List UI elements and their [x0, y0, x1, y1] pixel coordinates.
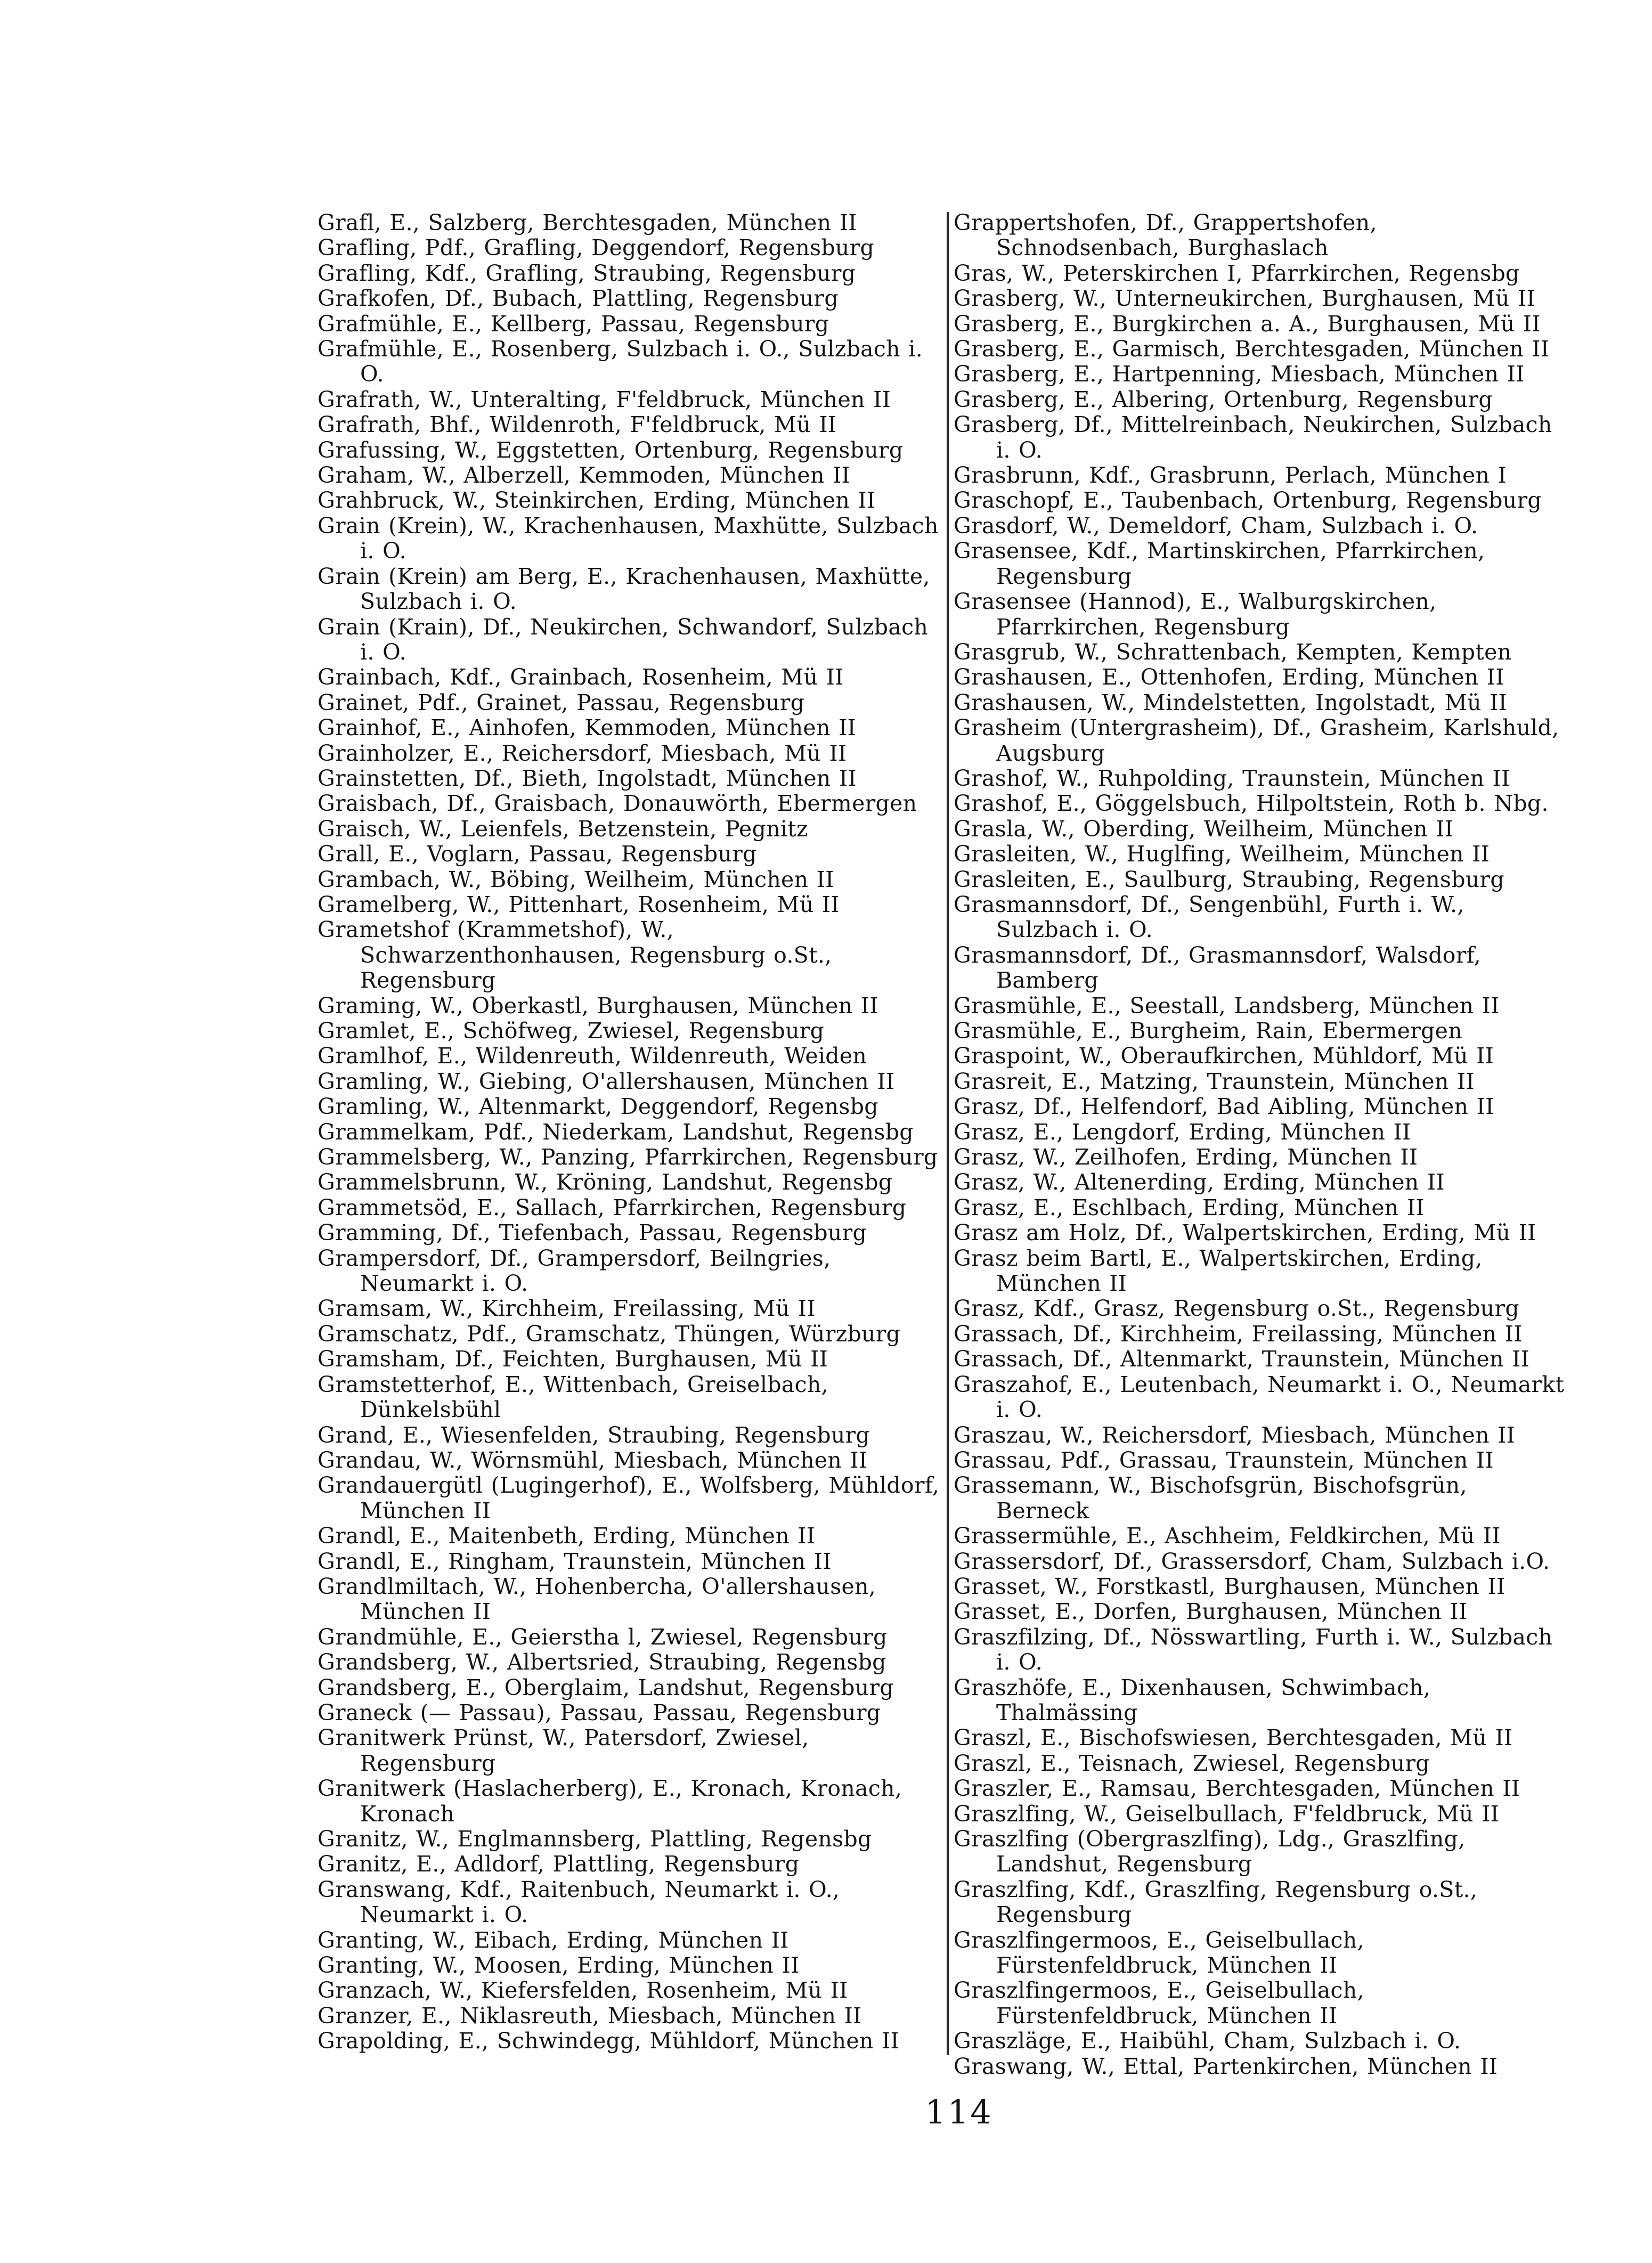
gazetteer-entry: Graszfilzing, Df., Nösswartling, Furth i. W., Sulzbach i. O. [954, 1624, 1553, 1675]
gazetteer-entry: Granitwerk (Haslacherberg), E., Kronach, Kronach, Kronach [318, 1776, 902, 1827]
gazetteer-entry: Graschopf, E., Taubenbach, Ortenburg, Regensburg [954, 487, 1542, 514]
gazetteer-entry: Grapolding, E., Schwindegg, Mühldorf, München II [318, 2028, 899, 2054]
gazetteer-entry: Grafling, Pdf., Grafling, Deggendorf, Regensburg [318, 235, 875, 261]
gazetteer-entry: Granitwerk Prünst, W., Patersdorf, Zwiesel, Regensburg [318, 1725, 809, 1776]
gazetteer-entry: Gramlet, E., Schöfweg, Zwiesel, Regensburg [318, 1018, 825, 1044]
gazetteer-entry: Graszläge, E., Haibühl, Cham, Sulzbach i. O. [954, 2028, 1461, 2054]
gazetteer-entry: Graming, W., Oberkastl, Burghausen, München II [318, 992, 878, 1019]
gazetteer-entry: Graspoint, W., Oberaufkirchen, Mühldorf, Mü II [954, 1043, 1494, 1069]
gazetteer-entry: Grasset, W., Forstkastl, Burghausen, München II [954, 1573, 1505, 1599]
gazetteer-entry: Grampersdorf, Df., Grampersdorf, Beilngries, Neumarkt i. O. [318, 1245, 831, 1297]
gazetteer-entry: Grashof, W., Ruhpolding, Traunstein, München II [954, 765, 1510, 791]
gazetteer-entry: Grassach, Df., Altenmarkt, Traunstein, München II [954, 1346, 1530, 1372]
gazetteer-entry: Grain (Krein), W., Krachenhausen, Maxhütte, Sulzbach i. O. [318, 512, 939, 564]
gazetteer-entry: Grassau, Pdf., Grassau, Traunstein, München II [954, 1447, 1494, 1473]
gazetteer-entry: Grashof, E., Göggelsbuch, Hilpoltstein, Roth b. Nbg. [954, 791, 1549, 817]
gazetteer-entry: Grandsberg, E., Oberglaim, Landshut, Regensburg [318, 1674, 894, 1700]
gazetteer-entry: Grainhof, E., Ainhofen, Kemmoden, München II [318, 715, 857, 741]
gazetteer-entry: Grammelsberg, W., Panzing, Pfarrkirchen, Regensburg [318, 1144, 938, 1170]
left-column [318, 210, 942, 2054]
gazetteer-entry: Grandmühle, E., Geierstha l, Zwiesel, Regensburg [318, 1624, 888, 1650]
gazetteer-entry: Grain (Krein) am Berg, E., Krachenhausen, Maxhütte, Sulzbach i. O. [318, 563, 930, 615]
gazetteer-entry: Gramming, Df., Tiefenbach, Passau, Regensburg [318, 1220, 867, 1246]
gazetteer-entry: Graszlfingermoos, E., Geiselbullach, Fürstenfeldbruck, München II [954, 1927, 1364, 1979]
gazetteer-entry: Grahbruck, W., Steinkirchen, Erding, München II [318, 487, 876, 514]
gazetteer-entry: Grammelkam, Pdf., Niederkam, Landshut, Regensbg [318, 1119, 914, 1145]
gazetteer-entry: Graszl, E., Teisnach, Zwiesel, Regensburg [954, 1750, 1430, 1776]
gazetteer-entry: Grainbach, Kdf., Grainbach, Rosenheim, Mü II [318, 664, 844, 690]
gazetteer-entry: Grasmannsdorf, Df., Sengenbühl, Furth i. W., Sulzbach i. O. [954, 891, 1464, 943]
gazetteer-entry: Graszau, W., Reichersdorf, Miesbach, München II [954, 1422, 1516, 1448]
gazetteer-entry: Grainstetten, Df., Bieth, Ingolstadt, München II [318, 765, 857, 791]
gazetteer-entry: Graisbach, Df., Graisbach, Donauwörth, Ebermergen [318, 791, 917, 817]
gazetteer-entry: Granswang, Kdf., Raitenbuch, Neumarkt i. O., Neumarkt i. O. [318, 1876, 840, 1928]
gazetteer-entry: Gramsam, W., Kirchheim, Freilassing, Mü II [318, 1296, 816, 1322]
gazetteer-entry: Grafrath, W., Unteralting, F'feldbruck, München II [318, 386, 891, 412]
gazetteer-entry: Grassersdorf, Df., Grassersdorf, Cham, Sulzbach i.O. [954, 1548, 1550, 1574]
gazetteer-entry: Grametshof (Krammetshof), W., Schwarzenthonhausen, Regensburg o.St., Regensburg [318, 917, 832, 994]
gazetteer-entry: Grandl, E., Ringham, Traunstein, München II [318, 1548, 832, 1574]
gazetteer-entry: Granitz, W., Englmannsberg, Plattling, Regensbg [318, 1826, 872, 1852]
gazetteer-entry: Grammetsöd, E., Sallach, Pfarrkirchen, Regensburg [318, 1194, 907, 1220]
gazetteer-entry: Grasdorf, W., Demeldorf, Cham, Sulzbach i. O. [954, 512, 1478, 539]
gazetteer-entry: Grasberg, Df., Mittelreinbach, Neukirchen, Sulzbach i. O. [954, 412, 1552, 463]
gazetteer-entry: Graszahof, E., Leutenbach, Neumarkt i. O., Neumarkt i. O. [954, 1371, 1565, 1423]
gazetteer-entry: Grall, E., Voglarn, Passau, Regensburg [318, 841, 757, 867]
gazetteer-entry: Grafrath, Bhf., Wildenroth, F'feldbruck, Mü II [318, 412, 837, 438]
gazetteer-entry: Graszhöfe, E., Dixenhausen, Schwimbach, Thalmässing [954, 1674, 1431, 1725]
gazetteer-entry: Granting, W., Moosen, Erding, München II [318, 1952, 800, 1979]
gazetteer-entry: Gramlhof, E., Wildenreuth, Wildenreuth, Weiden [318, 1043, 867, 1069]
gazetteer-entry: Grassach, Df., Kirchheim, Freilassing, München II [954, 1321, 1523, 1347]
column-divider [947, 212, 949, 2055]
gazetteer-entry: Grasheim (Untergrasheim), Df., Grasheim, Karlshuld, Augsburg [954, 715, 1559, 766]
gazetteer-entry: Grasla, W., Oberding, Weilheim, München II [954, 816, 1454, 842]
gazetteer-entry: Graszler, E., Ramsau, Berchtesgaden, München II [954, 1776, 1520, 1802]
gazetteer-entry: Graisch, W., Leienfels, Betzenstein, Pegnitz [318, 816, 808, 842]
page-number: 114 [925, 2093, 993, 2131]
gazetteer-entry: Grainet, Pdf., Grainet, Passau, Regensburg [318, 689, 805, 715]
gazetteer-entry: Grasz, W., Zeilhofen, Erding, München II [954, 1144, 1418, 1170]
gazetteer-entry: Grasreit, E., Matzing, Traunstein, München II [954, 1068, 1475, 1094]
gazetteer-entry: Grasberg, E., Albering, Ortenburg, Regensburg [954, 386, 1493, 412]
gazetteer-entry: Graszlfing, W., Geiselbullach, F'feldbruck, Mü II [954, 1801, 1500, 1827]
gazetteer-entry: Grandl, E., Maitenbeth, Erding, München II [318, 1523, 816, 1549]
gazetteer-entry: Gramschatz, Pdf., Gramschatz, Thüngen, Würzburg [318, 1321, 901, 1347]
gazetteer-entry: Grasz, Kdf., Grasz, Regensburg o.St., Regensburg [954, 1296, 1519, 1322]
gazetteer-entry: Grashausen, E., Ottenhofen, Erding, München II [954, 664, 1504, 690]
gazetteer-entry: Grasleiten, W., Huglfing, Weilheim, München II [954, 841, 1490, 867]
gazetteer-entry: Gras, W., Peterskirchen I, Pfarrkirchen, Regensbg [954, 260, 1520, 286]
gazetteer-entry: Grain (Krain), Df., Neukirchen, Schwandorf, Sulzbach i. O. [318, 614, 929, 665]
gazetteer-entry: Grafmühle, E., Kellberg, Passau, Regensburg [318, 311, 829, 337]
gazetteer-entry: Gramstetterhof, E., Wittenbach, Greiselbach, Dünkelsbühl [318, 1371, 828, 1423]
gazetteer-entry: Graszlfing (Obergraszlfing), Ldg., Graszlfing, Landshut, Regensburg [954, 1826, 1466, 1877]
gazetteer-entry: Grafmühle, E., Rosenberg, Sulzbach i. O., Sulzbach i. O. [318, 336, 923, 387]
gazetteer-entry: Grafkofen, Df., Bubach, Plattling, Regensburg [318, 286, 839, 312]
gazetteer-entry: Grambach, W., Böbing, Weilheim, München II [318, 866, 834, 892]
gazetteer-entry: Graswang, W., Ettal, Partenkirchen, München II [954, 2053, 1498, 2079]
gazetteer-entry: Grassemann, W., Bischofsgrün, Bischofsgrün, Berneck [954, 1472, 1467, 1524]
gazetteer-entry: Granzach, W., Kiefersfelden, Rosenheim, Mü II [318, 1977, 848, 2004]
gazetteer-entry: Gramling, W., Altenmarkt, Deggendorf, Regensbg [318, 1094, 878, 1120]
gazetteer-entry: Grasmannsdorf, Df., Grasmannsdorf, Walsdorf, Bamberg [954, 942, 1481, 994]
gazetteer-entry: Graszlfing, Kdf., Graszlfing, Regensburg o.St., Regensburg [954, 1876, 1478, 1928]
gazetteer-entry: Grashausen, W., Mindelstetten, Ingolstadt, Mü II [954, 689, 1508, 715]
gazetteer-entry: Granzer, E., Niklasreuth, Miesbach, München II [318, 2002, 862, 2029]
gazetteer-entry: Grand, E., Wiesenfelden, Straubing, Regensburg [318, 1422, 870, 1448]
gazetteer-entry: Grasz, E., Eschlbach, Erding, München II [954, 1194, 1425, 1220]
gazetteer-entry: Gramsham, Df., Feichten, Burghausen, Mü II [318, 1346, 828, 1372]
gazetteer-entry: Grasz beim Bartl, E., Walpertskirchen, Erding, München II [954, 1245, 1483, 1297]
gazetteer-entry: Grainholzer, E., Reichersdorf, Miesbach, Mü II [318, 740, 847, 766]
gazetteer-entry: Gramling, W., Giebing, O'allershausen, München II [318, 1068, 895, 1094]
gazetteer-entry: Graszlfingermoos, E., Geiselbullach, Fürstenfeldbruck, München II [954, 1977, 1364, 2029]
gazetteer-entry: Graszl, E., Bischofswiesen, Berchtesgaden, Mü II [954, 1725, 1513, 1751]
gazetteer-entry: Grandsberg, W., Albertsried, Straubing, Regensbg [318, 1649, 886, 1675]
gazetteer-entry: Grafl, E., Salzberg, Berchtesgaden, München II [318, 210, 857, 235]
gazetteer-entry: Grasberg, E., Burgkirchen a. A., Burghausen, Mü II [954, 311, 1541, 337]
gazetteer-entry: Grasberg, W., Unterneukirchen, Burghausen, Mü II [954, 286, 1535, 312]
gazetteer-entry: Grasz am Holz, Df., Walpertskirchen, Erding, Mü II [954, 1220, 1536, 1246]
gazetteer-entry: Grandlmiltach, W., Hohenbercha, O'allershausen, München II [318, 1573, 876, 1625]
gazetteer-entry: Grasberg, E., Hartpenning, Miesbach, München II [954, 361, 1525, 387]
gazetteer-entry: Grassermühle, E., Aschheim, Feldkirchen, Mü II [954, 1523, 1501, 1549]
gazetteer-entry: Grammelsbrunn, W., Kröning, Landshut, Regensbg [318, 1169, 893, 1195]
gazetteer-entry: Graneck (— Passau), Passau, Passau, Regensburg [318, 1699, 881, 1725]
gazetteer-entry: Grandauergütl (Lugingerhof), E., Wolfsberg, Mühldorf, München II [318, 1472, 940, 1524]
gazetteer-entry: Graham, W., Alberzell, Kemmoden, München II [318, 462, 851, 489]
gazetteer-entry: Grasz, Df., Helfendorf, Bad Aibling, München II [954, 1094, 1494, 1120]
gazetteer-entry: Grasmühle, E., Burgheim, Rain, Ebermergen [954, 1018, 1462, 1044]
gazetteer-entry: Grandau, W., Wörnsmühl, Miesbach, München II [318, 1447, 868, 1473]
gazetteer-entry: Grasbrunn, Kdf., Grasbrunn, Perlach, München I [954, 462, 1507, 489]
gazetteer-entry: Granting, W., Eibach, Erding, München II [318, 1927, 789, 1953]
gazetteer-entry: Gramelberg, W., Pittenhart, Rosenheim, Mü II [318, 891, 840, 917]
gazetteer-entry: Grasz, E., Lengdorf, Erding, München II [954, 1119, 1411, 1145]
gazetteer-entry: Grasleiten, E., Saulburg, Straubing, Regensburg [954, 866, 1504, 892]
gazetteer-entry: Grasmühle, E., Seestall, Landsberg, München II [954, 992, 1500, 1019]
gazetteer-entry: Grasz, W., Altenerding, Erding, München II [954, 1169, 1445, 1195]
right-column [954, 210, 1566, 2079]
gazetteer-entry: Grasensee, Kdf., Martinskirchen, Pfarrkirchen, Regensburg [954, 538, 1485, 589]
gazetteer-entry: Grappertshofen, Df., Grappertshofen, Schnodsenbach, Burghaslach [954, 210, 1377, 261]
gazetteer-entry: Grasgrub, W., Schrattenbach, Kempten, Kempten [954, 639, 1512, 665]
gazetteer-entry: Grafussing, W., Eggstetten, Ortenburg, Regensburg [318, 437, 904, 463]
gazetteer-entry: Grasberg, E., Garmisch, Berchtesgaden, München II [954, 336, 1550, 362]
gazetteer-entry: Grasset, E., Dorfen, Burghausen, München II [954, 1599, 1468, 1625]
gazetteer-entry: Grasensee (Hannod), E., Walburgskirchen, Pfarrkirchen, Regensburg [954, 589, 1437, 640]
gazetteer-entry: Grafling, Kdf., Grafling, Straubing, Regensburg [318, 260, 856, 286]
gazetteer-entry: Granitz, E., Adldorf, Plattling, Regensburg [318, 1851, 800, 1877]
